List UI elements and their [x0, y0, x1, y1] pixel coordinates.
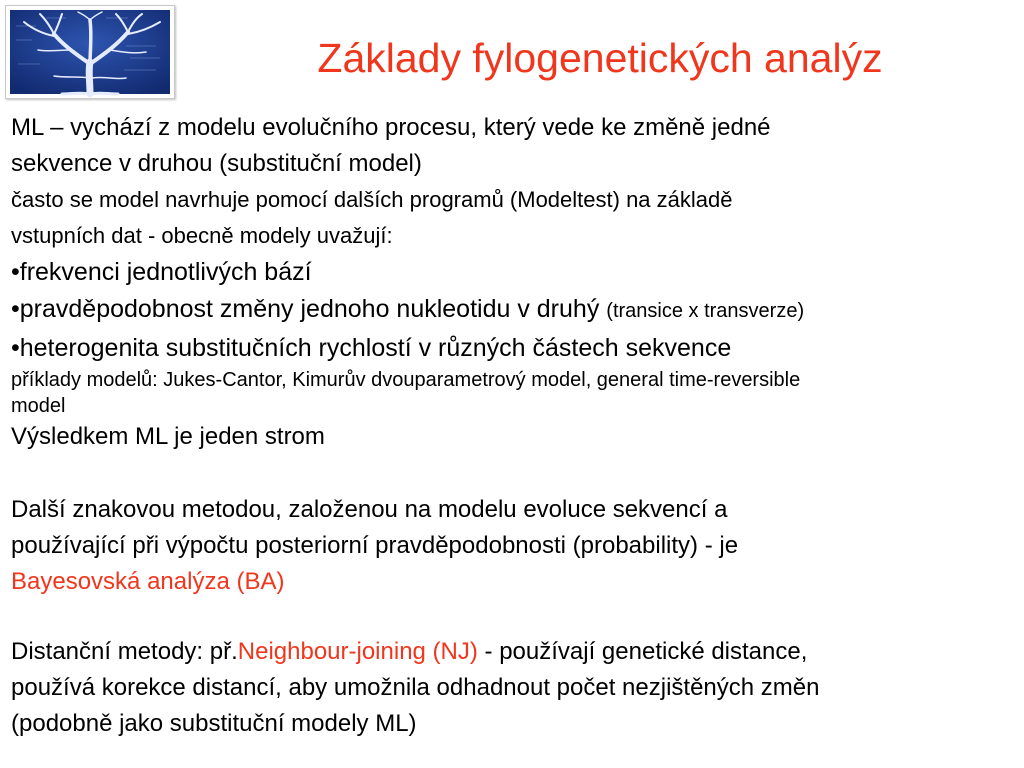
distance-methods-line-2: používá korekce distancí, aby umožnila odhadnout počet nezjištěných změn — [11, 674, 820, 701]
neighbour-joining-name: Neighbour-joining (NJ) — [237, 638, 478, 665]
spacer — [11, 455, 1019, 492]
ml-intro-line-2: sekvence v druhou (substituční model) — [11, 150, 422, 177]
model-design-line-1: často se model navrhuje pomocí dalších programů (Modeltest) na základě — [11, 187, 733, 212]
model-examples-line-2: model — [11, 395, 66, 417]
transition-transversion-note: (transice x transverze) — [606, 300, 805, 322]
slide-body — [11, 110, 1019, 742]
distance-methods-prefix: Distanční metody: př. — [11, 638, 238, 665]
ml-intro-line-1: ML – vychází z modelu evolučního procesu, který vede ke změně jedné — [11, 114, 771, 141]
model-examples-line-1: příklady modelů: Jukes-Cantor, Kimurův dvouparametrový model, general time-reversible — [11, 369, 801, 391]
bayesian-method-name: Bayesovská analýza (BA) — [11, 568, 285, 595]
bullet-rate-heterogeneity: •heterogenita substitučních rychlostí v různých částech sekvence — [11, 334, 732, 362]
spacer — [11, 600, 1019, 634]
distance-methods-line-3: (podobně jako substituční modely ML) — [11, 710, 417, 737]
model-design-line-2: vstupních dat - obecně modely uvažují: — [11, 223, 393, 248]
distance-methods-line-1 — [11, 634, 1019, 670]
bayesian-line-2: používající při výpočtu posteriorní pravděpodobnosti (probability) - je — [11, 532, 739, 559]
ml-result-line: Výsledkem ML je jeden strom — [11, 423, 325, 450]
bullet-nucleotide-change-text: •pravděpodobnost změny jednoho nukleotidu v druhý — [11, 295, 600, 323]
bullet-base-frequency: •frekvenci jednotlivých bází — [11, 258, 312, 286]
bayesian-line-1: Další znakovou metodou, založenou na modelu evoluce sekvencí a — [11, 496, 728, 523]
tree-icon — [6, 6, 174, 98]
phylogenetic-tree-image — [5, 5, 175, 99]
bullet-nucleotide-change — [11, 291, 1019, 330]
slide-title: Základy fylogenetických analýz — [317, 35, 883, 81]
distance-methods-suffix: - používají genetické distance, — [477, 638, 808, 665]
